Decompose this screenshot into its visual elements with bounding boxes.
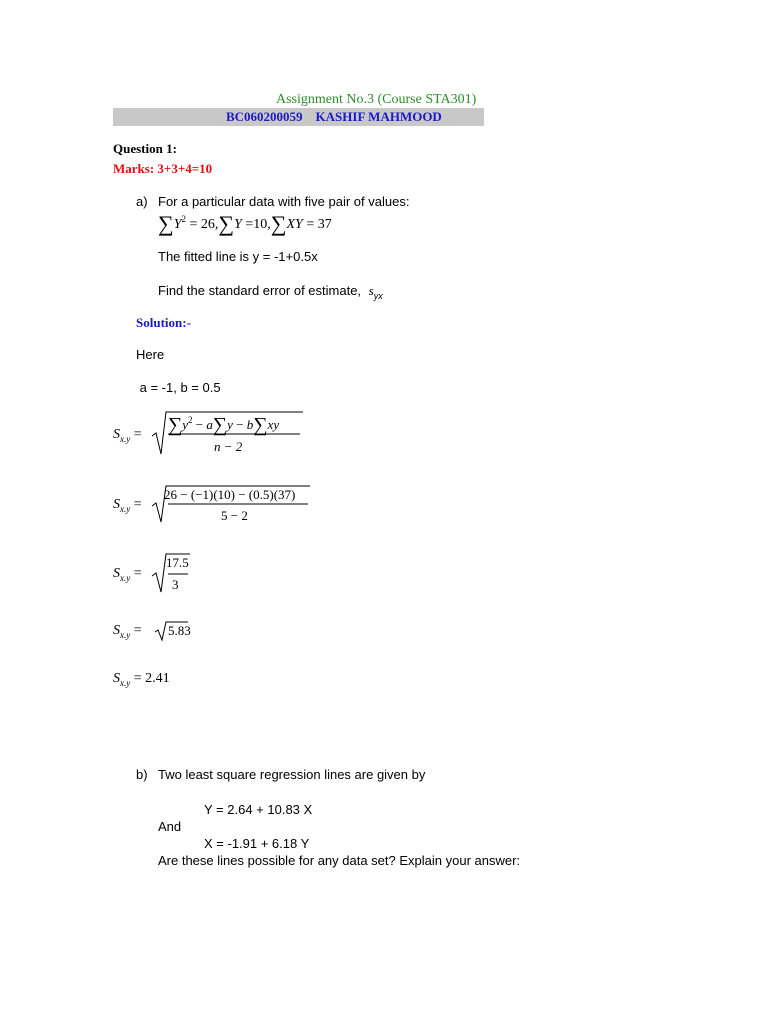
solution-label: Solution:- — [136, 315, 191, 330]
marks-label: Marks: 3+3+4=10 — [113, 161, 213, 176]
formula-step-3-numerator: 17.5 — [166, 555, 189, 570]
ab-values: a = -1, b = 0.5 — [136, 380, 221, 395]
formula-step-5: $S_{x.y} = 2.41$ — [113, 671, 170, 688]
given-sums: $\sum Y^2 = 26,\sum Y =10,\sum XY = 37$ — [158, 211, 332, 236]
formula-step-3-lhs: $S_{x.y}$ = — [113, 566, 142, 583]
find-text: Find the standard error of estimate, $s_{yx}$ — [158, 283, 383, 301]
formula-step-2-numerator: 26 − (−1)(10) − (0.5)(37) — [164, 487, 296, 502]
formula-step-2-lhs: $S_{x.y}$ = — [113, 497, 142, 514]
formula-step-4-lhs: $S_{x.y}$ = — [113, 623, 142, 640]
formula-step-4-radicand: 5.83 — [168, 623, 191, 638]
part-a-marker: a) — [136, 194, 148, 209]
regression-line-2: X = -1.91 + 6.18 Y — [204, 836, 310, 851]
formula-step-1-denominator: n − 2 — [214, 439, 243, 454]
here-text: Here — [136, 347, 165, 362]
question-label: Question 1: — [113, 141, 177, 156]
formula-step-3-denominator: 3 — [172, 577, 179, 592]
regression-line-1: Y = 2.64 + 10.83 X — [204, 802, 313, 817]
student-id-name: BC060200059 KASHIF MAHMOOD — [226, 109, 442, 124]
part-b-marker: b) — [136, 767, 148, 782]
part-b-question: Are these lines possible for any data set? Explain your answer: — [158, 853, 521, 868]
part-b-intro: Two least square regression lines are given by — [158, 767, 426, 782]
formula-step-1-lhs: $S_{x.y}$ = — [113, 427, 142, 444]
formula-step-1-numerator: $\sum y^2 - a\sum y - b\sum xy$ — [168, 414, 280, 436]
and-text: And — [158, 819, 182, 834]
student-id-bar — [113, 108, 484, 126]
assignment-title: Assignment No.3 (Course STA301) — [276, 92, 477, 107]
fitted-line-text: The fitted line is y = -1+0.5x — [158, 249, 318, 264]
part-a-intro: For a particular data with five pair of values: — [158, 194, 410, 209]
formula-step-2-denominator: 5 − 2 — [221, 508, 248, 523]
